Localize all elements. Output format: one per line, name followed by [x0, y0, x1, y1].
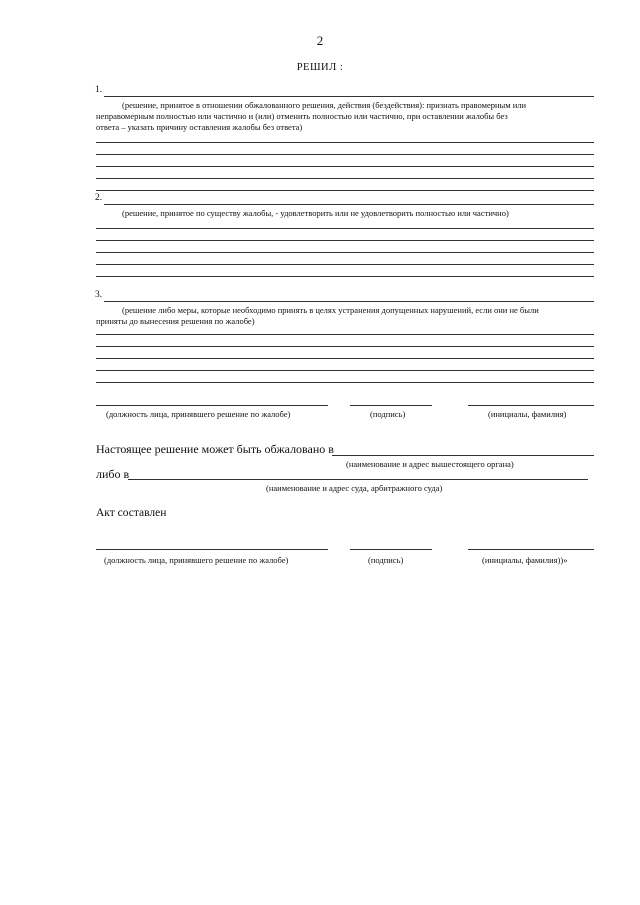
position-label-2: (должность лица, принявшего решение по жалобе): [104, 555, 289, 565]
section-2-line[interactable]: [96, 228, 594, 229]
act-compiled-text: Акт составлен: [96, 507, 167, 519]
section-2-number: 2.: [95, 193, 103, 203]
name-label: (инициалы, фамилия): [488, 409, 567, 419]
signature-line-2[interactable]: [350, 549, 432, 550]
page-number: 2: [316, 33, 324, 48]
section-3-line[interactable]: [96, 358, 594, 359]
court-line[interactable]: [128, 479, 588, 480]
section-2-fill-line[interactable]: [104, 204, 594, 205]
appeal-text: Настоящее решение может быть обжаловано в: [96, 442, 334, 456]
section-1-line[interactable]: [96, 166, 594, 167]
page-title: РЕШИЛ :: [296, 62, 344, 73]
section-3-hint-line-1: (решение либо меры, которые необходимо принять в целях устранения допущенных нарушений, если они не были: [122, 305, 539, 315]
court-hint: (наименование и адрес суда, арбитражного суда): [266, 483, 443, 493]
section-1-number: 1.: [95, 85, 103, 95]
position-signature-line-2[interactable]: [96, 549, 328, 550]
section-1-hint-line-3: ответа – указать причину оставления жалобы без ответа): [96, 122, 303, 132]
name-signature-line[interactable]: [468, 405, 594, 406]
section-1-line[interactable]: [96, 142, 594, 143]
section-3-line[interactable]: [96, 346, 594, 347]
section-2-line[interactable]: [96, 264, 594, 265]
signature-line[interactable]: [350, 405, 432, 406]
section-2-line[interactable]: [96, 276, 594, 277]
higher-org-hint: (наименование и адрес вышестоящего органа): [346, 459, 514, 469]
position-label: (должность лица, принявшего решение по жалобе): [106, 409, 291, 419]
section-1-line[interactable]: [96, 190, 594, 191]
higher-org-line[interactable]: [332, 455, 594, 456]
section-3-number: 3.: [95, 290, 103, 300]
section-1-line[interactable]: [96, 154, 594, 155]
section-3-line[interactable]: [96, 370, 594, 371]
name-label-2: (инициалы, фамилия))»: [482, 555, 568, 565]
section-3-line[interactable]: [96, 382, 594, 383]
name-signature-line-2[interactable]: [468, 549, 594, 550]
section-2-hint-line-1: (решение, принятое по существу жалобы, - удовлетворить или не удовлетворить полностью или частично): [122, 208, 509, 218]
section-1-line[interactable]: [96, 178, 594, 179]
section-1-hint-line-2: неправомерным полностью или частично и (или) отменить полностью или частично, при оставлении жалобы без: [96, 111, 508, 121]
position-signature-line[interactable]: [96, 405, 328, 406]
signature-label-2: (подпись): [368, 555, 404, 565]
section-1-hint-line-1: (решение, принятое в отношении обжалованного решения, действия (бездействия): признать правомерным или: [122, 100, 527, 110]
section-3-line[interactable]: [96, 334, 594, 335]
section-3-hint-line-2: приняты до вынесения решения по жалобе): [96, 316, 255, 326]
section-3-fill-line[interactable]: [104, 301, 594, 302]
or-in-text: либо в: [96, 467, 130, 481]
signature-label: (подпись): [370, 409, 406, 419]
section-2-line[interactable]: [96, 252, 594, 253]
section-2-line[interactable]: [96, 240, 594, 241]
section-1-fill-line[interactable]: [104, 96, 594, 97]
